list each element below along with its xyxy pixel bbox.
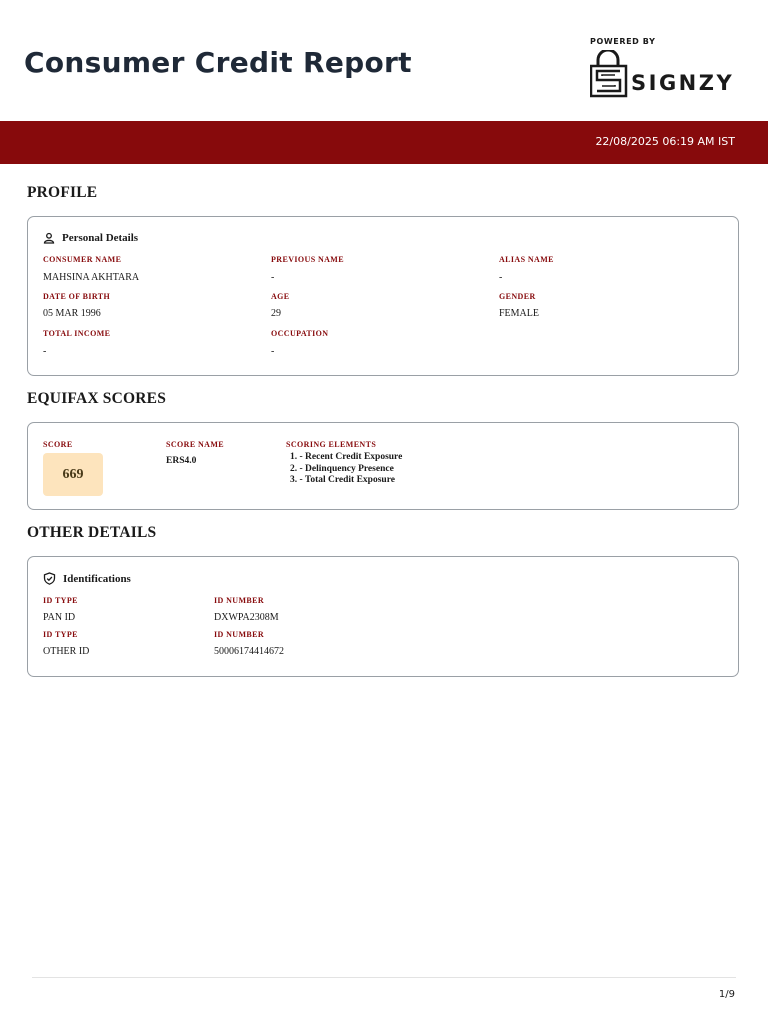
alias-name-value: - [499, 272, 503, 283]
consumer-name-value: MAHSINA AKHTARA [43, 272, 140, 283]
consumer-name-label: CONSUMER NAME [43, 255, 122, 264]
equifax-scores-card [27, 422, 739, 510]
scoring-element-item: 3. - Total Credit Exposure [290, 475, 395, 485]
signzy-logo [590, 50, 745, 98]
id-number-label: ID NUMBER [214, 596, 265, 605]
age-label: AGE [271, 292, 290, 301]
gender-value: FEMALE [499, 308, 539, 319]
score-name-label: SCORE NAME [166, 440, 225, 449]
identifications-card [27, 556, 739, 677]
shield-check-icon [43, 572, 56, 585]
id-number-value: DXWPA2308M [214, 612, 279, 623]
id-number-value: 50006174414672 [214, 646, 284, 657]
id-number-label: ID NUMBER [214, 630, 265, 639]
scoring-element-item: 2. - Delinquency Presence [290, 463, 394, 474]
occupation-label: OCCUPATION [271, 329, 329, 338]
scoring-elements-list [290, 452, 402, 487]
page-number: 1/9 [718, 989, 735, 1000]
gender-label: GENDER [499, 292, 536, 301]
report-header [0, 0, 768, 121]
identifications-heading [43, 572, 131, 585]
previous-name-label: PREVIOUS NAME [271, 255, 344, 264]
profile-section-title: PROFILE [27, 184, 98, 201]
alias-name-label: ALIAS NAME [499, 255, 554, 264]
personal-details-heading [43, 232, 138, 244]
id-type-value: PAN ID [43, 612, 76, 623]
powered-by-label: POWERED BY [590, 37, 656, 46]
total-income-label: TOTAL INCOME [43, 329, 111, 338]
occupation-value: - [271, 346, 275, 357]
footer-divider [32, 977, 736, 978]
previous-name-value: - [271, 272, 275, 283]
dob-value: 05 MAR 1996 [43, 308, 101, 319]
other-details-section-title: OTHER DETAILS [27, 524, 157, 541]
signzy-logo-text: SIGNZY [631, 71, 735, 95]
report-timestamp: 22/08/2025 06:19 AM IST [595, 135, 735, 148]
report-title: Consumer Credit Report [24, 46, 412, 79]
score-name-value: ERS4.0 [166, 456, 197, 466]
score-badge: 669 [43, 453, 103, 496]
personal-details-title: Personal Details [62, 232, 139, 244]
id-type-label: ID TYPE [43, 596, 78, 605]
scoring-elements-label: SCORING ELEMENTS [286, 440, 377, 449]
total-income-value: - [43, 346, 47, 357]
age-value: 29 [271, 308, 281, 319]
brand-block [590, 36, 750, 100]
scoring-element-item: 1. - Recent Credit Exposure [290, 452, 403, 462]
user-icon [43, 232, 55, 244]
id-type-label: ID TYPE [43, 630, 78, 639]
scores-section-title: EQUIFAX SCORES [27, 390, 167, 407]
identifications-title: Identifications [63, 572, 131, 585]
id-type-value: OTHER ID [43, 646, 90, 657]
score-label: SCORE [43, 440, 73, 449]
dob-label: DATE OF BIRTH [43, 292, 111, 301]
personal-details-card [27, 216, 739, 376]
date-band [0, 121, 768, 164]
